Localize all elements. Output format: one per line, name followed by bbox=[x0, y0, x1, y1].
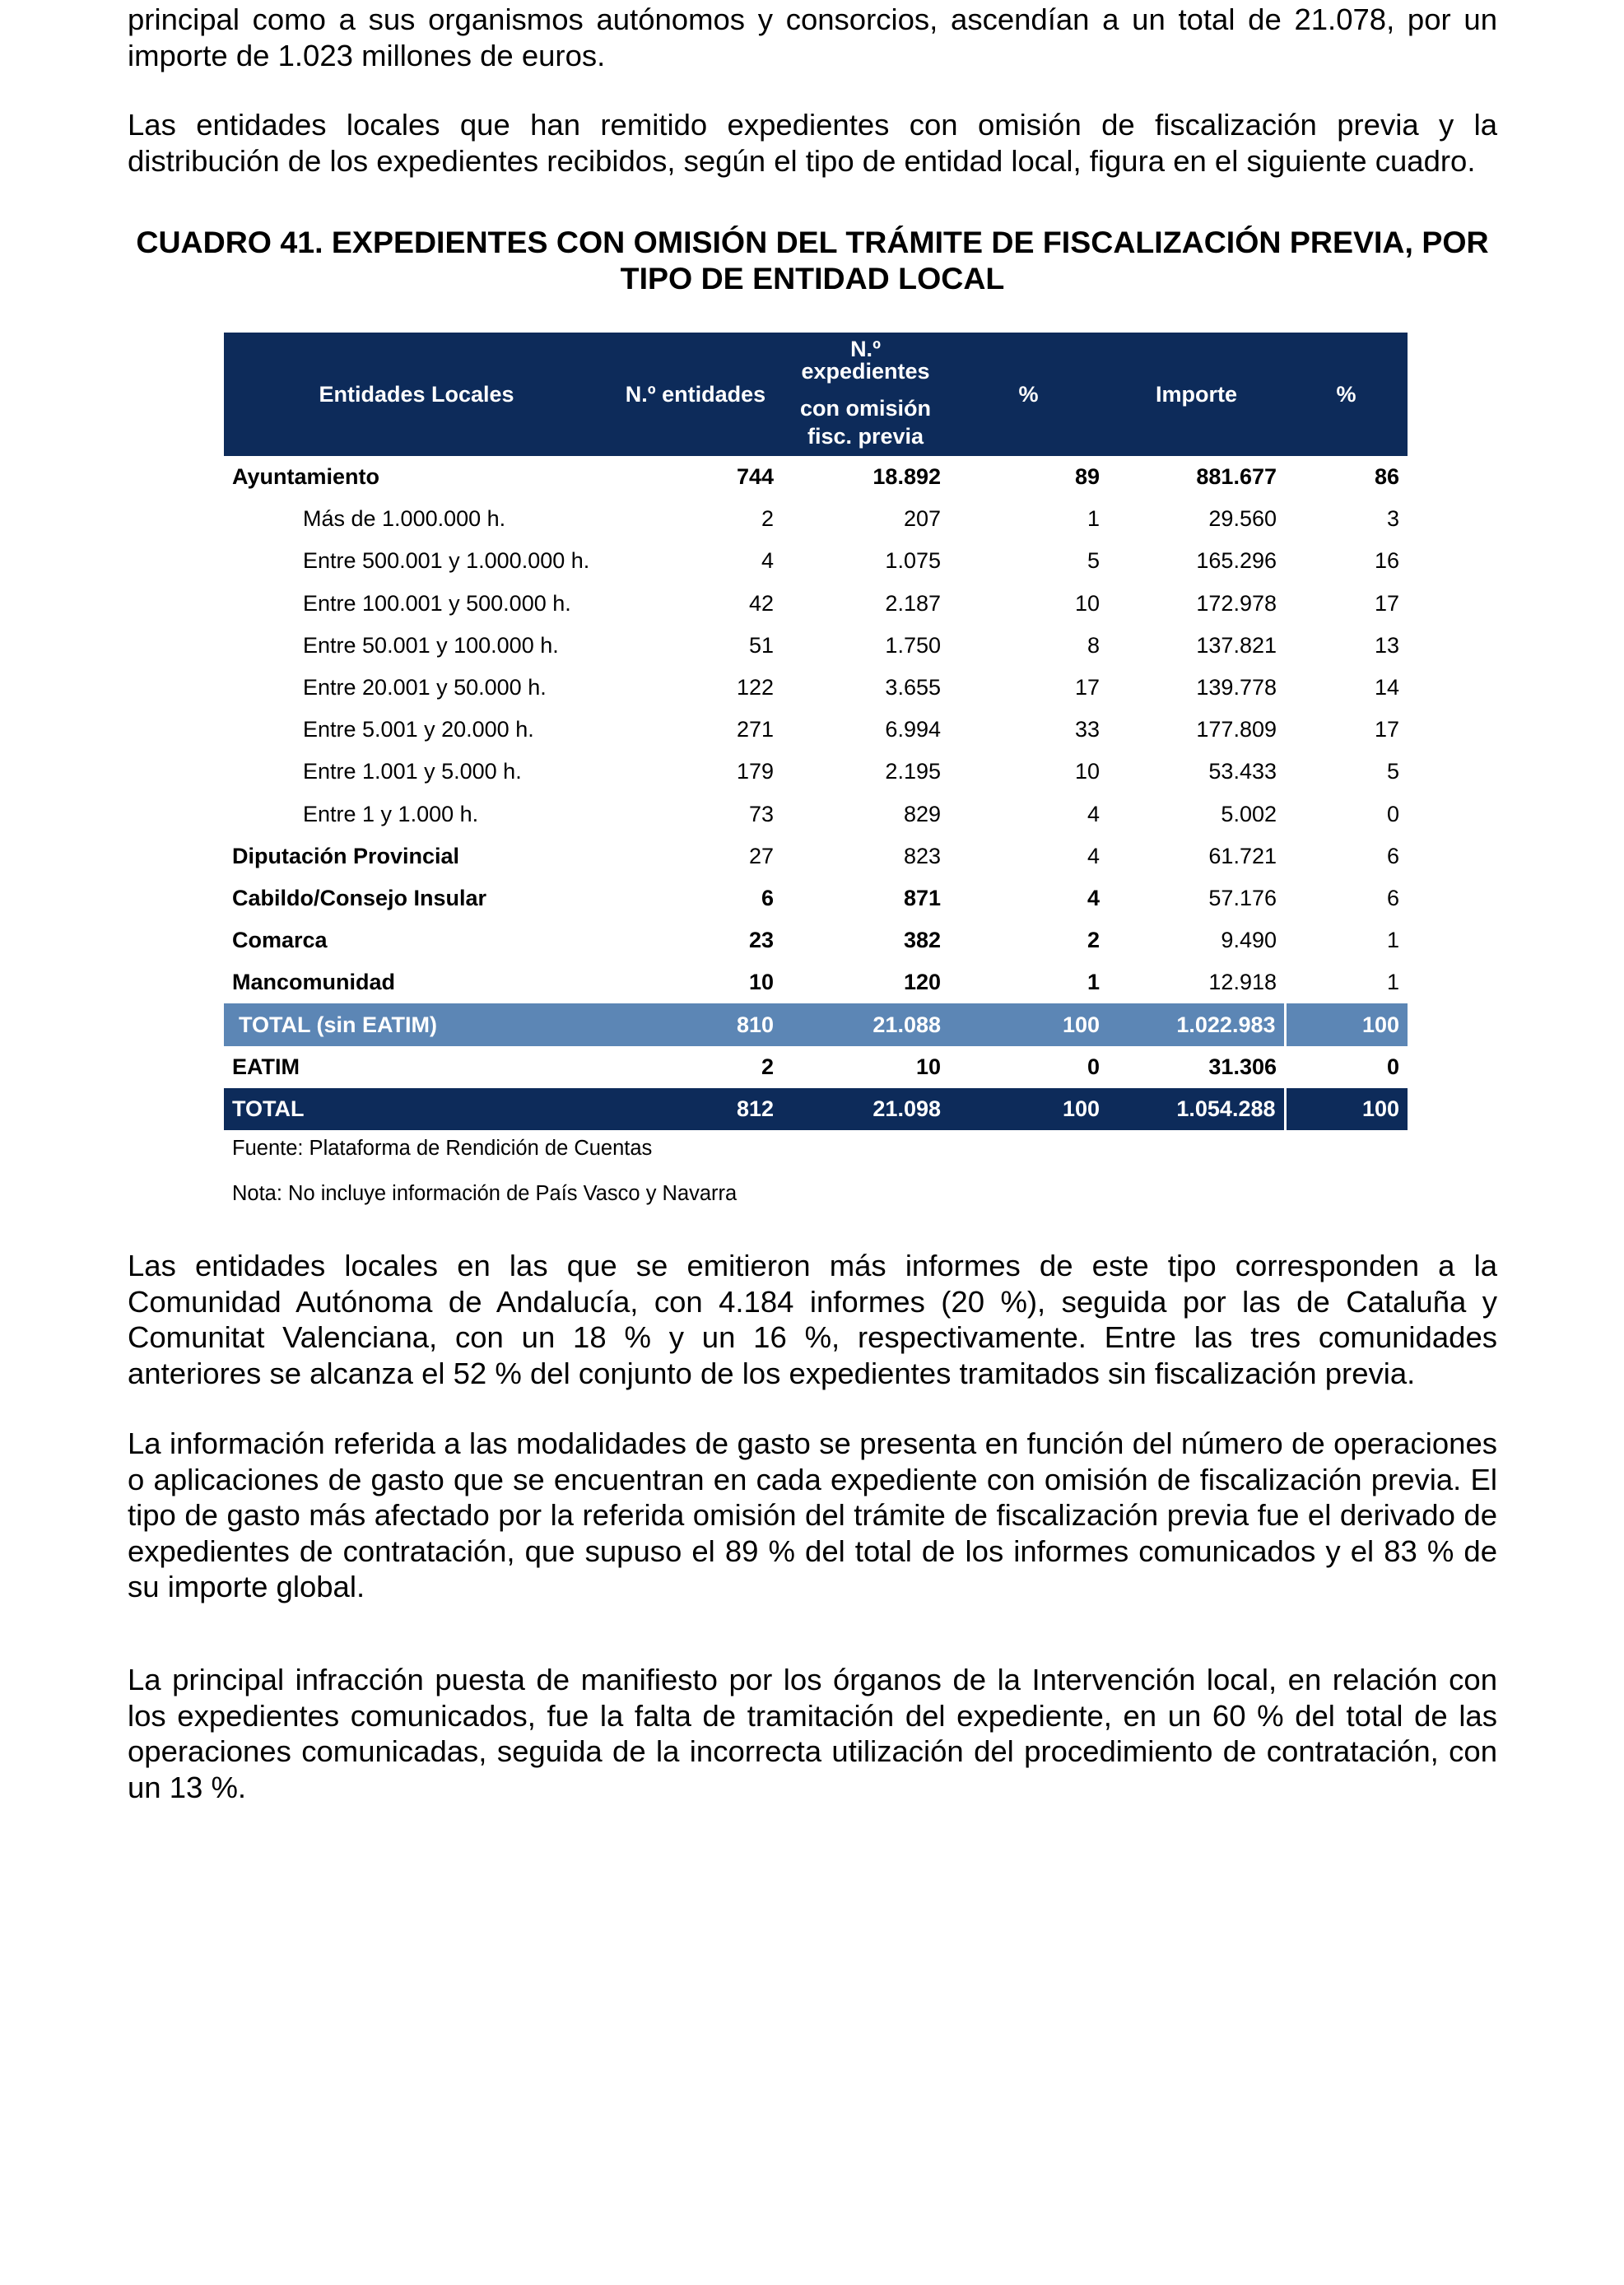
row-value-cell: 27 bbox=[748, 843, 774, 868]
row-value-cell: 10 bbox=[748, 970, 774, 995]
row-value-cell: 12.918 bbox=[1208, 970, 1277, 995]
row-value-cell: 100 bbox=[1285, 1003, 1408, 1045]
table-row bbox=[224, 625, 1408, 667]
table-row bbox=[224, 667, 1408, 709]
row-value-cell: 139.778 bbox=[1196, 675, 1277, 700]
row-value-cell: 14 bbox=[1374, 675, 1399, 700]
row-value-cell: 5.002 bbox=[1221, 801, 1277, 826]
row-value-cell: 51 bbox=[748, 632, 774, 658]
header-n-expedientes-line1: N.º bbox=[850, 337, 881, 361]
header-n-expedientes-line2: expedientes bbox=[801, 359, 930, 384]
row-value-cell: 6 bbox=[1386, 885, 1399, 910]
header-entidades: Entidades Locales bbox=[224, 333, 609, 456]
row-value-cell: 17 bbox=[1374, 590, 1399, 616]
row-value-cell: 6 bbox=[761, 885, 774, 910]
row-value-cell: 137.821 bbox=[1196, 632, 1277, 658]
row-value-cell: 1 bbox=[1087, 506, 1100, 532]
row-value-cell: 1 bbox=[1386, 928, 1399, 953]
header-n-expedientes bbox=[782, 333, 949, 456]
table-title: CUADRO 41. EXPEDIENTES CON OMISIÓN DEL TRÁMITE DE FISCALIZACIÓN PREVIA, POR TIPO DE ENTIDAD LOCAL bbox=[136, 225, 1489, 296]
row-value-cell: 89 bbox=[1074, 464, 1100, 490]
table-row bbox=[224, 540, 1408, 582]
row-value-cell: 10 bbox=[1074, 590, 1100, 616]
row-value-cell: 100 bbox=[1285, 1088, 1408, 1130]
row-value-cell: 17 bbox=[1074, 675, 1100, 700]
row-value-cell: 2 bbox=[761, 1054, 774, 1079]
body-paragraph-1: Las entidades locales en las que se emitieron más informes de este tipo corresponden a la Comunidad Autónoma de Andalucía, con 4.184 informes (20 %), seguida por las de Cataluña y Comunitat Valenciana, con un 18 % y un 16 %, respectivamente. Entre las tres comunidades anteriores se alcanza el 52 % del conjunto de los expedientes tramitados sin fiscalización previa. bbox=[128, 1249, 1497, 1390]
row-value-cell: 177.809 bbox=[1196, 717, 1277, 742]
row-value-cell: 10 bbox=[1074, 759, 1100, 784]
table-row bbox=[224, 751, 1408, 793]
row-label-cell: Cabildo/Consejo Insular bbox=[232, 885, 487, 910]
row-label-cell: TOTAL bbox=[224, 1088, 609, 1130]
row-label-cell: Entre 50.001 y 100.000 h. bbox=[303, 632, 559, 658]
table-row bbox=[224, 1046, 1408, 1088]
table-header-row bbox=[224, 333, 1408, 456]
row-value-cell: 829 bbox=[903, 801, 941, 826]
row-value-cell: 1.022.983 bbox=[1108, 1003, 1285, 1045]
row-value-cell: 179 bbox=[736, 759, 774, 784]
row-label-cell: Entre 1.001 y 5.000 h. bbox=[303, 759, 522, 784]
row-value-cell: 13 bbox=[1374, 632, 1399, 658]
row-value-cell: 4 bbox=[1087, 885, 1100, 910]
row-label-cell: TOTAL (sin EATIM) bbox=[224, 1003, 609, 1045]
row-value-cell: 1.750 bbox=[885, 632, 941, 658]
header-n-expedientes-line4: fisc. previa bbox=[807, 424, 924, 449]
row-value-cell: 271 bbox=[736, 717, 774, 742]
table-row bbox=[224, 835, 1408, 877]
row-value-cell: 207 bbox=[903, 506, 941, 532]
row-value-cell: 812 bbox=[609, 1088, 782, 1130]
row-value-cell: 23 bbox=[748, 928, 774, 953]
table-row bbox=[224, 498, 1408, 540]
row-value-cell: 1.075 bbox=[885, 548, 941, 574]
row-value-cell: 61.721 bbox=[1208, 843, 1277, 868]
table-row bbox=[224, 961, 1408, 1003]
row-label-cell: Mancomunidad bbox=[232, 970, 396, 995]
row-value-cell: 16 bbox=[1374, 548, 1399, 574]
header-pct-expedientes: % bbox=[949, 333, 1108, 456]
header-n-entidades: N.º entidades bbox=[609, 333, 782, 456]
row-label-cell: Entre 1 y 1.000 h. bbox=[303, 801, 479, 826]
row-value-cell: 2.195 bbox=[885, 759, 941, 784]
row-value-cell: 31.306 bbox=[1208, 1054, 1277, 1079]
body-paragraph-2: La información referida a las modalidades de gasto se presenta en función del número de operaciones o aplicaciones de gasto que se encuentran en cada expediente con omisión de fiscalización previa. El tipo de gasto más afectado por la referida omisión del trámite de fiscalización previa fue el derivado de expedientes de contratación, que supuso el 89 % del total de los informes comunicados y el 83 % de su importe global. bbox=[128, 1426, 1497, 1603]
table-row bbox=[224, 1003, 1408, 1045]
table-row bbox=[224, 1088, 1408, 1130]
row-label-cell: Entre 100.001 y 500.000 h. bbox=[303, 590, 571, 616]
row-value-cell: 0 bbox=[1386, 801, 1399, 826]
table-row bbox=[224, 919, 1408, 961]
row-value-cell: 3 bbox=[1386, 506, 1399, 532]
header-n-expedientes-line3: con omisión bbox=[799, 396, 931, 421]
table-note: Nota: No incluye información de País Vasco y Navarra bbox=[232, 1182, 738, 1205]
header-pct-importe: % bbox=[1285, 333, 1408, 456]
row-value-cell: 810 bbox=[609, 1003, 782, 1045]
data-table-container bbox=[224, 333, 1408, 1130]
header-importe: Importe bbox=[1108, 333, 1285, 456]
row-label-cell: Ayuntamiento bbox=[232, 464, 380, 490]
row-label-cell: Comarca bbox=[232, 928, 328, 953]
row-value-cell: 42 bbox=[748, 590, 774, 616]
row-value-cell: 871 bbox=[903, 885, 941, 910]
table-row bbox=[224, 793, 1408, 835]
row-value-cell: 1 bbox=[1087, 970, 1100, 995]
row-value-cell: 823 bbox=[903, 843, 941, 868]
row-value-cell: 3.655 bbox=[885, 675, 941, 700]
row-label-cell: Más de 1.000.000 h. bbox=[303, 506, 506, 532]
row-value-cell: 100 bbox=[949, 1088, 1108, 1130]
row-value-cell: 17 bbox=[1374, 717, 1399, 742]
row-value-cell: 4 bbox=[1087, 801, 1100, 826]
row-value-cell: 744 bbox=[736, 464, 774, 490]
table-row bbox=[224, 877, 1408, 919]
table-row bbox=[224, 709, 1408, 751]
body-paragraph-3: La principal infracción puesta de manifiesto por los órganos de la Intervención local, en relación con los expedientes comunicados, fue la falta de tramitación del expediente, en un 60 % del total de las operaciones comunicadas, seguida de la incorrecta utilización del procedimiento de contratación, con un 13 %. bbox=[128, 1663, 1497, 1804]
row-value-cell: 6 bbox=[1386, 843, 1399, 868]
row-value-cell: 5 bbox=[1087, 548, 1100, 574]
row-value-cell: 18.892 bbox=[872, 464, 941, 490]
entities-table bbox=[224, 333, 1408, 1130]
row-value-cell: 0 bbox=[1386, 1054, 1399, 1079]
row-value-cell: 21.088 bbox=[782, 1003, 949, 1045]
row-label-cell: Entre 5.001 y 20.000 h. bbox=[303, 717, 534, 742]
row-value-cell: 2.187 bbox=[885, 590, 941, 616]
intro-paragraph-2: Las entidades locales que han remitido expedientes con omisión de fiscalización previa y la distribución de los expedientes recibidos, según el tipo de entidad local, figura en el siguiente cuadro. bbox=[128, 108, 1497, 178]
row-value-cell: 4 bbox=[761, 548, 774, 574]
row-value-cell: 2 bbox=[1087, 928, 1100, 953]
row-value-cell: 165.296 bbox=[1196, 548, 1277, 574]
row-value-cell: 86 bbox=[1374, 464, 1399, 490]
row-label-cell: Entre 20.001 y 50.000 h. bbox=[303, 675, 547, 700]
row-label-cell: Diputación Provincial bbox=[232, 843, 460, 868]
row-value-cell: 21.098 bbox=[782, 1088, 949, 1130]
table-body bbox=[224, 456, 1408, 1130]
row-label-cell: EATIM bbox=[232, 1054, 300, 1079]
row-value-cell: 57.176 bbox=[1208, 885, 1277, 910]
row-value-cell: 0 bbox=[1087, 1054, 1100, 1079]
row-value-cell: 6.994 bbox=[885, 717, 941, 742]
row-value-cell: 881.677 bbox=[1196, 464, 1277, 490]
row-value-cell: 1.054.288 bbox=[1108, 1088, 1285, 1130]
row-value-cell: 382 bbox=[903, 928, 941, 953]
row-value-cell: 100 bbox=[949, 1003, 1108, 1045]
row-value-cell: 53.433 bbox=[1208, 759, 1277, 784]
row-value-cell: 120 bbox=[903, 970, 941, 995]
row-value-cell: 73 bbox=[748, 801, 774, 826]
row-value-cell: 33 bbox=[1074, 717, 1100, 742]
row-value-cell: 29.560 bbox=[1208, 506, 1277, 532]
row-value-cell: 1 bbox=[1386, 970, 1399, 995]
row-value-cell: 122 bbox=[736, 675, 774, 700]
table-row bbox=[224, 583, 1408, 625]
row-value-cell: 9.490 bbox=[1221, 928, 1277, 953]
row-value-cell: 5 bbox=[1386, 759, 1399, 784]
table-row bbox=[224, 456, 1408, 498]
row-value-cell: 10 bbox=[915, 1054, 941, 1079]
row-value-cell: 8 bbox=[1087, 632, 1100, 658]
row-value-cell: 2 bbox=[761, 506, 774, 532]
row-value-cell: 172.978 bbox=[1196, 590, 1277, 616]
table-source: Fuente: Plataforma de Rendición de Cuentas bbox=[232, 1137, 653, 1160]
row-label-cell: Entre 500.001 y 1.000.000 h. bbox=[303, 548, 590, 574]
row-value-cell: 4 bbox=[1087, 843, 1100, 868]
intro-paragraph-1: principal como a sus organismos autónomos y consorcios, ascendían a un total de 21.078, por un importe de 1.023 millones de euros. bbox=[128, 2, 1497, 72]
